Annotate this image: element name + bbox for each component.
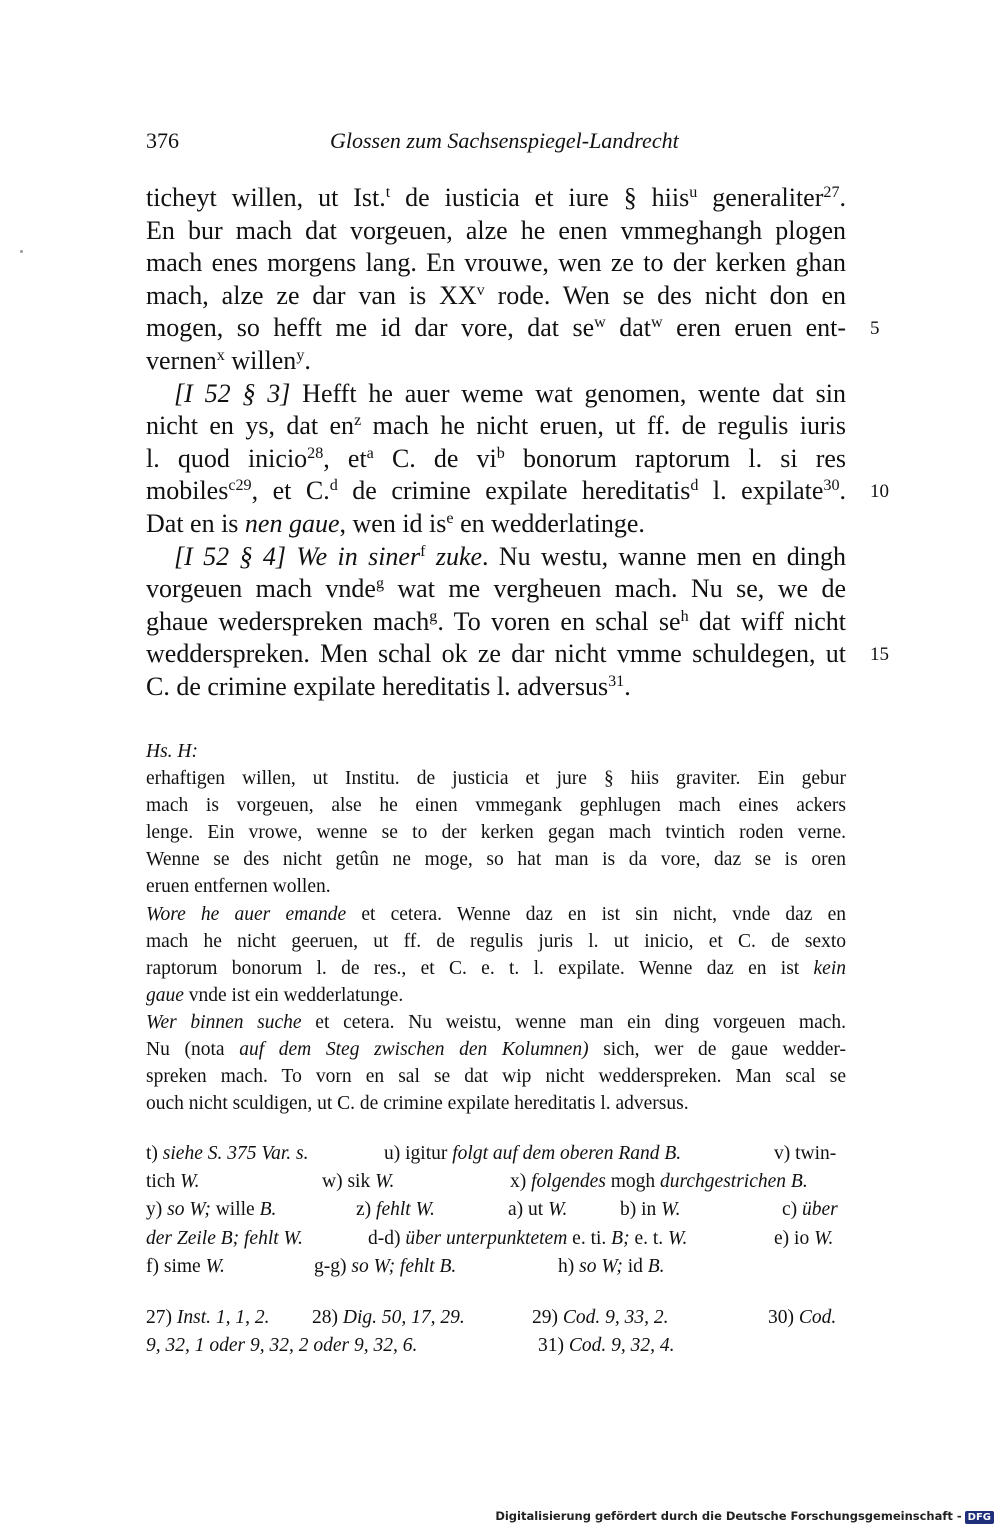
page-header — [146, 128, 846, 162]
apparatus-line — [146, 1168, 846, 1196]
footnote-28: 28) Dig. 50, 17, 29. — [312, 1307, 465, 1328]
variant-apparatus — [146, 1140, 846, 1281]
variant-w: w) sik W. — [322, 1171, 395, 1193]
scan-speck — [20, 250, 23, 253]
text-line: vernen$^x$ willen$^y$. — [146, 345, 311, 375]
text-line: En bur mach dat vorgeuen, alze he enen vmmeghangh plogen — [146, 215, 846, 245]
variant-v-cont: tich W. — [146, 1171, 200, 1193]
variant-a: a) ut W. — [508, 1199, 568, 1221]
text-line: ghaue wederspreken mach$^g$. To voren en schal $se^h$ dat wiff nicht — [146, 606, 846, 636]
text-line: eruen entfernen wollen. — [146, 876, 331, 898]
footnote-30: 30) Cod. — [768, 1307, 837, 1328]
text-line: mogen, so hefft me id dar vore, dat $se^w$ dat$^w$ eren eruen ent- 5 — [146, 312, 846, 345]
variant-c: c) über — [782, 1199, 838, 1221]
source-footnotes — [146, 1304, 846, 1360]
variant-x: x) folgendes mogh durchgestrichen B. — [510, 1171, 808, 1193]
variant-g-g: g-g) so W; fehlt B. — [314, 1255, 457, 1277]
footnote-31: 31) Cod. 9, 32, 4. — [538, 1335, 675, 1357]
footnote-30-cont: 9, 32, 1 oder 9, 32, 2 oder 9, 32, 6. — [146, 1335, 418, 1357]
variant-f: f) sime W. — [146, 1255, 225, 1277]
variant-t: t) siehe S. 375 Var. s. — [146, 1143, 309, 1164]
apparatus-line — [146, 1140, 846, 1168]
text-line: l. quod inicio$^{28}$, $et^a$ C. de $vi^b$ bonorum raptorum l. si res — [146, 443, 847, 473]
text-line: ticheyt willen, ut Ist.$^t$ de iusticia et iure § hiis$^u$ generaliter$^{27}$. — [146, 183, 846, 212]
section-heading: Hs. H: — [146, 741, 198, 762]
text-line: mach he nicht geeruen, ut ff. de regulis juris l. ut inicio, et C. de sexto — [146, 930, 846, 952]
footnote-27: 27) Inst. 1, 1, 2. — [146, 1307, 270, 1328]
variant-z: z) fehlt W. — [356, 1199, 435, 1221]
text-line: mach is vorgeuen, alse he einen vmmegank gephlugen mach eines ackers — [146, 795, 846, 817]
text-line: Dat en is nen gaue, wen id $is^e$ en wedderlatinge. — [146, 508, 645, 538]
variant-c-cont: der Zeile B; fehlt W. — [146, 1227, 303, 1249]
text-line: Wer binnen suche et cetera. Nu weistu, wenne man ein ding vorgeuen mach. — [146, 1011, 847, 1033]
text-line: Wore he auer emande et cetera. Wenne daz en ist sin nicht, vnde daz en — [146, 903, 846, 925]
running-title: Glossen zum Sachsenspiegel-Landrecht — [330, 128, 679, 153]
variant-y: y) so W; wille B. — [146, 1199, 277, 1221]
text-line: gaue vnde ist ein wedderlatunge. — [146, 984, 404, 1006]
apparatus-line — [146, 1196, 846, 1224]
variant-b: b) in W. — [620, 1199, 681, 1221]
text-line: mach enes morgens lang. En vrouwe, wen ze to der kerken ghan — [146, 248, 846, 278]
variant-v: v) twin- — [774, 1143, 837, 1164]
text-line: mobiles$^{c29}$, et C.$^d$ de crimine expilate hereditatis$^d$ l. expilate$^{30}$. 10 — [146, 475, 846, 508]
line-number: 5 — [870, 318, 880, 340]
text-line: raptorum bonorum l. de res., et C. e. t. l. expilate. Wenne daz en ist kein — [146, 957, 846, 979]
variant-d-d: d-d) über unterpunktetem e. ti. B; e. t. W. — [368, 1227, 688, 1249]
line-number: 15 — [870, 644, 889, 666]
text-line: Nu (nota auf dem Steg zwischen den Kolumnen) sich, wer de gaue wedder- — [146, 1039, 846, 1061]
footnote-line — [146, 1332, 846, 1360]
page-number: 376 — [146, 128, 179, 153]
text-line: C. de crimine expilate hereditatis l. adversus$^{31}$. — [146, 671, 631, 701]
text-line: nicht en ys, dat $en^z$ mach he nicht eruen, ut ff. de regulis iuris — [146, 411, 846, 441]
text-line: spreken mach. To vorn en sal se dat wip nicht wedderspreken. Man scal se — [146, 1066, 846, 1088]
text-line: Wenne se des nicht getûn ne moge, so hat man is da vore, daz se is oren — [146, 849, 846, 871]
variant-e: e) io W. — [774, 1227, 834, 1249]
main-text — [146, 182, 889, 704]
manuscript-h-variant — [146, 738, 846, 1117]
text-line: wedderspreken. Men schal ok ze dar nicht vmme schuldegen, ut 15 — [146, 638, 846, 671]
footnote-29: 29) Cod. 9, 33, 2. — [532, 1307, 669, 1328]
text-line: lenge. Ein vrowe, wenne se to der kerken gegan mach tvintich roden verne. — [146, 822, 846, 844]
text-line: mach, alze ze dar van is $XX^v$ rode. Wen se des nicht don en — [146, 280, 846, 310]
text-line: ouch nicht sculdigen, ut C. de crimine expilate hereditatis l. adversus. — [146, 1093, 689, 1115]
variant-h: h) so W; id B. — [558, 1255, 665, 1277]
apparatus-line — [146, 1253, 846, 1281]
text-line: vorgeuen mach vnde$^g$ wat me vergheuen mach. Nu se, we de — [146, 574, 846, 604]
line-number: 10 — [870, 481, 889, 503]
text-line: [I 52 § 3] Hefft he auer weme wat genomen, wente dat sin — [174, 378, 846, 408]
dfg-logo: DFG — [965, 1511, 994, 1524]
text-line: erhaftigen willen, ut Institu. de justicia et jure § hiis graviter. Ein gebur — [146, 768, 846, 790]
variant-u: u) igitur folgt auf dem oberen Rand B. — [384, 1143, 682, 1164]
apparatus-line — [146, 1225, 846, 1253]
footnote-line — [146, 1304, 846, 1332]
text-line: [I 52 § 4] We in siner$^f$ zuke. Nu westu, wanne men en dingh — [174, 541, 846, 571]
digitization-note: Digitalisierung gefördert durch die Deutsche Forschungsgemeinschaft - — [495, 1509, 962, 1523]
digitization-footer — [495, 1509, 994, 1524]
